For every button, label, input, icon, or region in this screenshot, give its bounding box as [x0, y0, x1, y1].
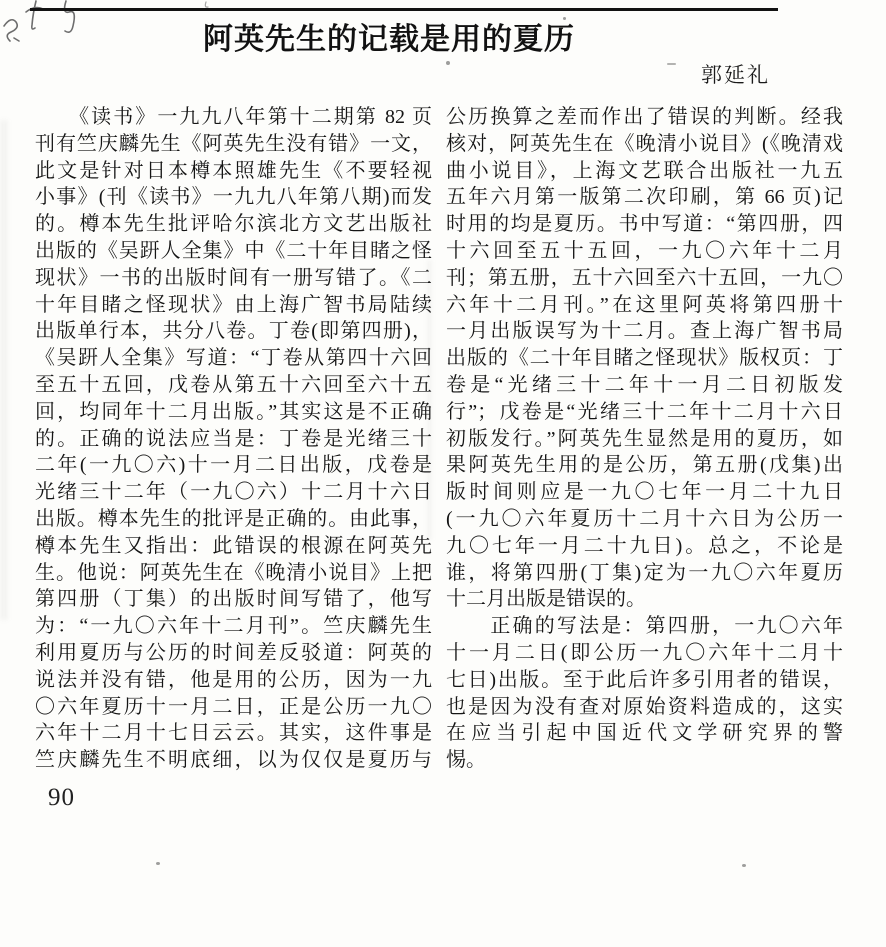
text-line: 十六回至五十五回，一九〇六年十二月 — [446, 239, 843, 262]
text-line: 在应当引起中国近代文学研究界的警 — [446, 722, 843, 745]
text-line: 为：“一九〇六年十二月刊”。竺庆麟先生 — [35, 615, 432, 638]
scan-smudge — [427, 260, 432, 540]
text-line: 果阿英先生用的是公历，第五册(戊集)出 — [446, 454, 843, 477]
text-line: 的。正确的说法应当是：丁卷是光绪三十 — [35, 427, 432, 450]
scan-speck — [563, 17, 566, 20]
text-line: 曲小说目》，上海文艺联合出版社一九五 — [446, 159, 843, 182]
scan-smudge — [0, 120, 8, 620]
text-line: 十一月二日(即公历一九〇六年十二月十 — [446, 641, 843, 664]
text-line: 行”；戊卷是“光绪三十二年十二月十六日 — [446, 400, 843, 423]
text-line: 出版。樽本先生的批评是正确的。由此事， — [35, 507, 432, 530]
text-line: 一月出版误写为十二月。查上海广智书局 — [446, 320, 843, 343]
text-line: 小事》(刊《读书》一九九八年第八期)而发 — [35, 186, 432, 209]
text-line: 出版的《吴趼人全集》中《二十年目睹之怪 — [35, 239, 432, 262]
text-line: (一九〇六年夏历十二月十六日为公历一 — [446, 507, 843, 530]
text-line: 刊；第五册，五十六回至六十五回，一九〇 — [446, 266, 843, 289]
text-line: 出版的《二十年目睹之怪现状》版权页：丁 — [446, 347, 843, 370]
scan-speck — [742, 864, 746, 867]
text-line: 初版发行。”阿英先生显然是用的夏历，如 — [446, 427, 843, 450]
text-line: 也是因为没有查对原始资料造成的，这实 — [446, 695, 843, 718]
text-line: 光绪三十二年（一九〇六）十二月十六日 — [35, 481, 432, 504]
text-line: 至五十五回，戊卷从第五十六回至六十五 — [35, 373, 432, 396]
scan-speck — [156, 862, 160, 865]
text-line: 樽本先生又指出：此错误的根源在阿英先 — [35, 534, 432, 557]
header-rule — [30, 8, 778, 11]
author-name: 郭延礼 — [701, 63, 770, 87]
text-line: 时用的均是夏历。书中写道：“第四册，四 — [446, 213, 843, 236]
text-line: 现状》一书的出版时间有一册写错了。《二 — [35, 266, 432, 289]
text-line: 《读书》一九九八年第十二期第 82 页 — [35, 106, 432, 128]
text-line: 说法并没有错，他是用的公历，因为一九 — [35, 668, 432, 691]
right-column — [446, 104, 843, 774]
text-line: 第四册（丁集）的出版时间写错了，他写 — [35, 588, 432, 611]
page-number: 90 — [48, 784, 75, 811]
text-line: 谁，将第四册(丁集)定为一九〇六年夏历 — [446, 561, 843, 584]
text-line: 出版单行本，共分八卷。丁卷(即第四册)， — [35, 320, 432, 343]
text-line: 二年(一九〇六)十一月二日出版，戊卷是 — [35, 454, 432, 477]
article-body — [35, 104, 843, 774]
text-line: 九〇七年一月二十九日)。总之，不论是 — [446, 534, 843, 557]
text-line: 正确的写法是：第四册，一九〇六年 — [446, 615, 843, 638]
text-line: 竺庆麟先生不明底细，以为仅仅是夏历与 — [35, 749, 432, 772]
scan-speck — [667, 63, 676, 65]
left-column — [35, 104, 432, 774]
text-line: 刊有竺庆麟先生《阿英先生没有错》一文， — [35, 132, 432, 155]
article-title: 阿英先生的记载是用的夏历 — [203, 23, 575, 56]
text-line: 的。樽本先生批评哈尔滨北方文艺出版社 — [35, 213, 432, 236]
text-line: 此文是针对日本樽本照雄先生《不要轻视 — [35, 159, 432, 182]
text-line: 《吴趼人全集》写道：“丁卷从第四十六回 — [35, 347, 432, 370]
text-line: 十二月出版是错误的。 — [446, 588, 646, 611]
text-line: 六年十二月十七日云云。其实，这件事是 — [35, 722, 432, 745]
text-line: 卷是“光绪三十二年十一月二日初版发 — [446, 373, 843, 396]
text-line: 五年六月第一版第二次印刷，第 66 页)记 — [446, 186, 843, 209]
text-line: 六年十二月刊。”在这里阿英将第四册十 — [446, 293, 843, 316]
text-line: 〇六年夏历十一月二日，正是公历一九〇 — [35, 695, 432, 718]
text-line: 十年目睹之怪现状》由上海广智书局陆续 — [35, 293, 432, 316]
text-line: 版时间则应是一九〇七年一月二十九日 — [446, 481, 843, 504]
text-line: 公历换算之差而作出了错误的判断。经我 — [446, 106, 843, 128]
scan-speck — [446, 61, 450, 65]
text-line: 惕。 — [446, 749, 486, 772]
text-line: 回，均同年十二月出版。”其实这是不正确 — [35, 400, 432, 423]
text-line: 七日)出版。至于此后许多引用者的错误， — [446, 668, 843, 691]
text-line: 利用夏历与公历的时间差反驳道：阿英的 — [35, 641, 432, 664]
text-line: 核对，阿英先生在《晚清小说目》(《晚清戏 — [446, 132, 843, 155]
text-line: 生。他说：阿英先生在《晚清小说目》上把 — [35, 561, 432, 584]
